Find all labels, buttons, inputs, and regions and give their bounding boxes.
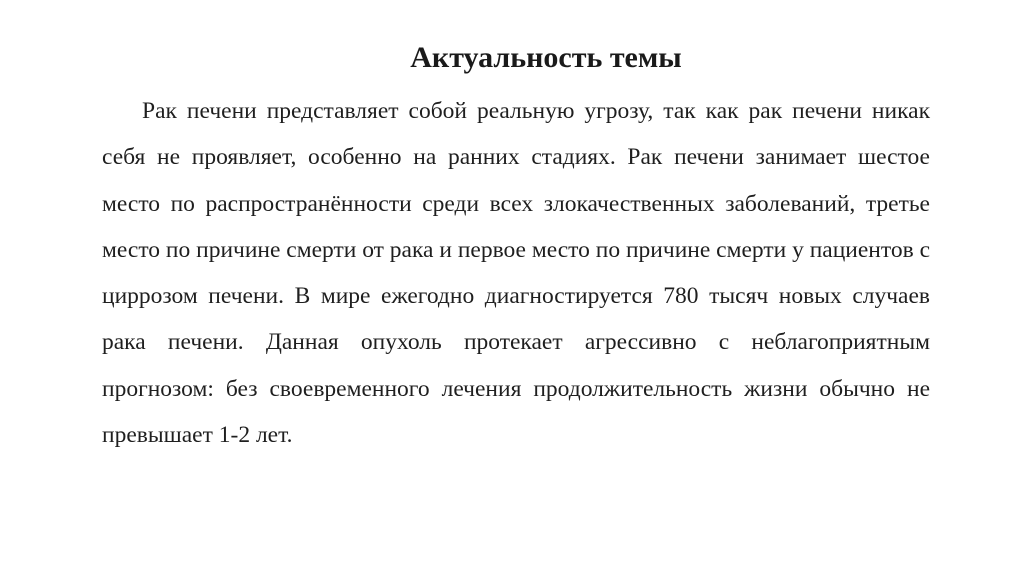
body-paragraph: Рак печени представляет собой реальную угрозу, так как рак печени никак себя не проявляет, особенно на ранних стадиях. Рак печени занимает шестое место по распространённости среди всех злокачественных заболеваний, третье место по причине смерти от рака и первое место по причине смерти у пациентов с циррозом печени. В мире ежегодно диагностируется 780 тысяч новых случаев рака печени. Данная опухоль протекает агрессивно с неблагоприятным прогнозом: без своевременного лечения продолжительность жизни обычно не превышает 1-2 лет. [102, 98, 930, 449]
slide-title: Актуальность темы [410, 41, 682, 74]
